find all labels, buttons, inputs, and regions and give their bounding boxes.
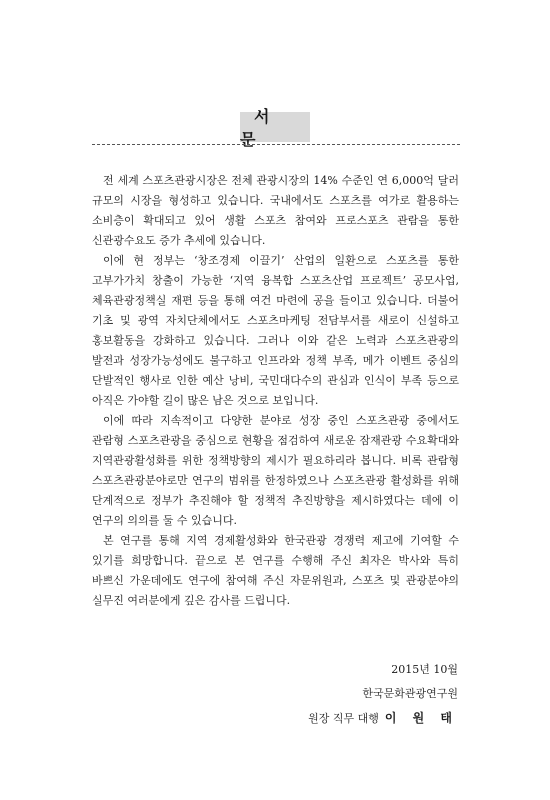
paragraph-2: 이에 현 정부는 ‘창조경제 이끌기’ 산업의 일환으로 스포츠를 통한 고부가가치 창출이 가능한 ‘지역 융복합 스포츠산업 프로젝트’ 공모사업, 체육관광정책실 재편 등을 통해 여건 마련에 공을 들이고 있습니다. 더불어 기초 및 광역 자치단체에서도 스포츠마케팅 전담부서를 새로이 신설하고 홍보활동을 강화하고 있습니다. 그러나 이와 같은 노력과 스포츠관광의 발전과 성장가능성에도 불구하고 인프라와 정책 부족, 메가 이벤트 중심의 단발적인 행사로 인한 예산 낭비, 국민대다수의 관심과 인식이 부족 등으로 아직은 가야할 길이 많은 남은 것으로 보입니다. [92, 254, 459, 407]
paragraph-3: 이에 따라 지속적이고 다양한 분야로 성장 중인 스포츠관광 중에서도 관람형 스포츠관광을 중심으로 현황을 점검하여 새로운 잠재관광 수요확대와 지역관광활성화를 위한 정책방향의 제시가 필요하리라 봅니다. 비록 관람형 스포츠관광분야로만 연구의 범위를 한정하였으나 스포츠관광 활성화를 위해 단계적으로 정부가 추진해야 할 정책적 추진방향을 제시하였다는 데에 이 연구의 의의를 둘 수 있습니다. [92, 414, 459, 527]
preface-body [92, 171, 459, 611]
signature-line [308, 706, 458, 731]
signature-block [308, 658, 458, 731]
page-title: 서 문 [240, 112, 310, 142]
title-divider [92, 144, 460, 145]
signature-name: 이 원 태 [384, 711, 458, 725]
signature-date: 2015년 10월 [391, 663, 458, 676]
signature-organization: 한국문화관광연구원 [362, 687, 458, 700]
paragraph-4: 본 연구를 통해 지역 경제활성화와 한국관광 경쟁력 제고에 기여할 수 있기를 희망합니다. 끝으로 본 연구를 수행해 주신 최자은 박사와 특히 바쁘신 가운데에도 연구에 참여해 주신 자문위원과, 스포츠 및 관광분야의 실무진 여러분에게 깊은 감사를 드립니다. [92, 534, 459, 607]
signature-position: 원장 직무 대행 [308, 712, 379, 725]
paragraph-1: 전 세계 스포츠관광시장은 전체 관광시장의 14% 수준인 연 6,000억 달러 규모의 시장을 형성하고 있습니다. 국내에서도 스포츠를 여가로 활용하는 소비층이 확대되고 있어 생활 스포츠 참여와 프로스포츠 관람을 통한 신관광수요도 증가 추세에 있습니다. [92, 174, 459, 247]
